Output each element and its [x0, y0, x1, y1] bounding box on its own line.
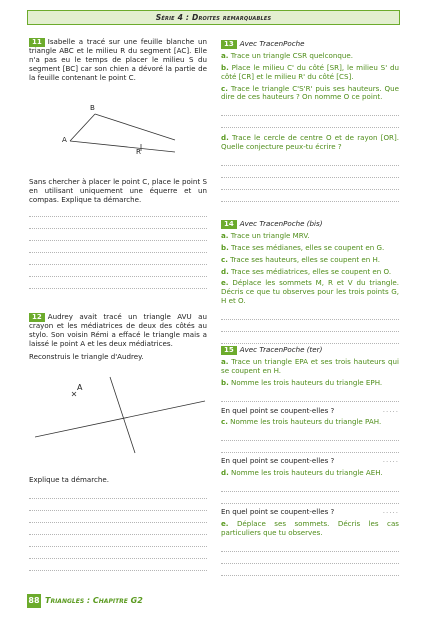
ex13-number: 13	[221, 40, 237, 49]
ex14-item-c: c. Trace ses hauteurs, elles se coupent en H.	[221, 254, 381, 264]
ex13-heading	[221, 40, 399, 49]
segment-ab	[70, 114, 95, 141]
answer-line[interactable]	[221, 552, 399, 564]
answer-line[interactable]	[29, 535, 207, 547]
answer-line[interactable]	[221, 178, 399, 190]
answer-line[interactable]	[221, 116, 399, 128]
ex11-number: 11	[29, 38, 45, 47]
ex13-item-c: c. Trace le triangle C'S'R' puis ses hauteurs. Que dire de ces hauteurs ? On nomme O ce point.	[221, 83, 399, 102]
segment-bc	[95, 114, 175, 140]
ex13-item-d: d. Trace le cercle de centre O et de rayon [OR]. Quelle conjecture peux-tu écrire ?	[221, 133, 400, 152]
ex15-title: Avec TracenPoche (ter)	[239, 345, 323, 354]
left-column	[29, 38, 207, 82]
answer-line[interactable]	[29, 559, 207, 571]
ex15-question-3: En quel point se coupent-elles ? .....	[221, 506, 399, 517]
answer-line[interactable]	[29, 205, 207, 217]
ex14-title: Avec TracenPoche (bis)	[239, 219, 323, 228]
series-header	[27, 10, 400, 25]
label-a: A	[62, 135, 67, 144]
ex11-question: Sans chercher à placer le point C, place le point S en utilisant uniquement une équerre et un compas. Explique ta démarche.	[29, 177, 207, 204]
answer-line[interactable]	[221, 154, 399, 166]
series-title: Série 4 : Droites remarquables	[155, 12, 272, 22]
ex14-item-a: a. Trace un triangle MRV.	[221, 231, 310, 240]
ex12-text: Audrey avait tracé un triangle AVU au crayon et les médiatrices de deux des côtés au stylo. Son voisin Rémi a effacé le triangle mais a laissé le point A et les deux médiatrices.	[29, 312, 207, 348]
answer-line[interactable]	[29, 217, 207, 229]
answer-line[interactable]	[29, 547, 207, 559]
segment-ac	[70, 141, 175, 152]
answer-line[interactable]	[221, 390, 399, 402]
answer-line[interactable]	[29, 511, 207, 523]
answer-line[interactable]	[29, 277, 207, 289]
answer-line[interactable]	[29, 241, 207, 253]
ex14-number: 14	[221, 220, 237, 229]
ex12-answer-lines[interactable]	[29, 487, 207, 571]
answer-line[interactable]	[29, 253, 207, 265]
answer-line[interactable]	[29, 499, 207, 511]
ex12-figure	[35, 375, 207, 455]
ex15-question-2: En quel point se coupent-elles ? .....	[221, 455, 399, 466]
label-b: B	[90, 103, 95, 112]
ex11-statement	[29, 38, 207, 82]
answer-line[interactable]	[221, 320, 399, 332]
answer-line[interactable]	[221, 492, 399, 504]
answer-line[interactable]	[221, 480, 399, 492]
answer-line[interactable]	[221, 564, 399, 576]
ex11-answer-lines[interactable]	[29, 205, 207, 289]
answer-line[interactable]	[221, 540, 399, 552]
ex14-item-d: d. Trace ses médiatrices, elles se coupent en O.	[221, 266, 392, 276]
ex15-item-c: c. Nomme les trois hauteurs du triangle PAH.	[221, 417, 382, 427]
ex15-block	[221, 346, 399, 576]
ex13-block	[221, 40, 399, 202]
chapter-title: Triangles : Chapitre G2	[45, 596, 143, 605]
ex14-block	[221, 220, 399, 344]
answer-line[interactable]	[221, 190, 399, 202]
answer-line[interactable]	[29, 265, 207, 277]
ex15-heading	[221, 346, 399, 355]
ex15-number: 15	[221, 346, 237, 355]
ex13-title: Avec TracenPoche	[239, 39, 305, 48]
ex12-label-a: A	[77, 383, 83, 392]
ex12-number: 12	[29, 313, 45, 322]
ex15-question-1: En quel point se coupent-elles ? .....	[221, 404, 399, 415]
label-r: R	[136, 147, 141, 156]
answer-line[interactable]	[29, 229, 207, 241]
answer-line[interactable]	[221, 429, 399, 441]
ex15-item-d: d. Nomme les trois hauteurs du triangle AEH.	[221, 468, 383, 478]
answer-line[interactable]	[221, 308, 399, 320]
page-footer	[27, 594, 143, 608]
ex11-text: Isabelle a tracé sur une feuille blanche un triangle ABC et le milieu R du segment [AC]. Elle n'a pas eu le temps de placer le milieu S du segment [BC] car son chien a dévoré la partie de la feuille contenant le point C.	[29, 37, 207, 82]
ex15-item-a: a. Trace un triangle EPA et ses trois hauteurs qui se coupent en H.	[221, 357, 399, 375]
ex12-statement	[29, 313, 207, 349]
ex15-item-e: e. Déplace ses sommets. Décris les cas particuliers que tu observes.	[221, 518, 399, 537]
answer-line[interactable]	[221, 104, 399, 116]
perpendicular-bisector-2	[110, 377, 135, 453]
ex12-question: Explique ta démarche.	[29, 475, 110, 484]
page-number: 88	[27, 594, 41, 608]
ex14-heading	[221, 220, 399, 229]
ex15-item-b: b. Nomme les trois hauteurs du triangle EPH.	[221, 377, 383, 387]
ex13-item-a: a. Trace un triangle CSR quelconque.	[221, 51, 354, 60]
ex13-item-b: b. Place le milieu C' du côté [SR], le milieu S' du côté [CR] et le milieu R' du côté [CS].	[221, 62, 399, 81]
answer-line[interactable]	[221, 166, 399, 178]
ex14-item-b: b. Trace ses médianes, elles se coupent en G.	[221, 242, 385, 252]
answer-line[interactable]	[221, 441, 399, 453]
ex11-figure	[55, 100, 185, 160]
ex14-item-e: e. Déplace les sommets M, R et V du triangle. Décris ce que tu observes pour les trois points G, H et O.	[221, 278, 399, 306]
answer-line[interactable]	[29, 523, 207, 535]
ex12-instruction: Reconstruis le triangle d'Audrey.	[29, 352, 144, 361]
answer-line[interactable]	[29, 487, 207, 499]
answer-line[interactable]	[221, 332, 399, 344]
